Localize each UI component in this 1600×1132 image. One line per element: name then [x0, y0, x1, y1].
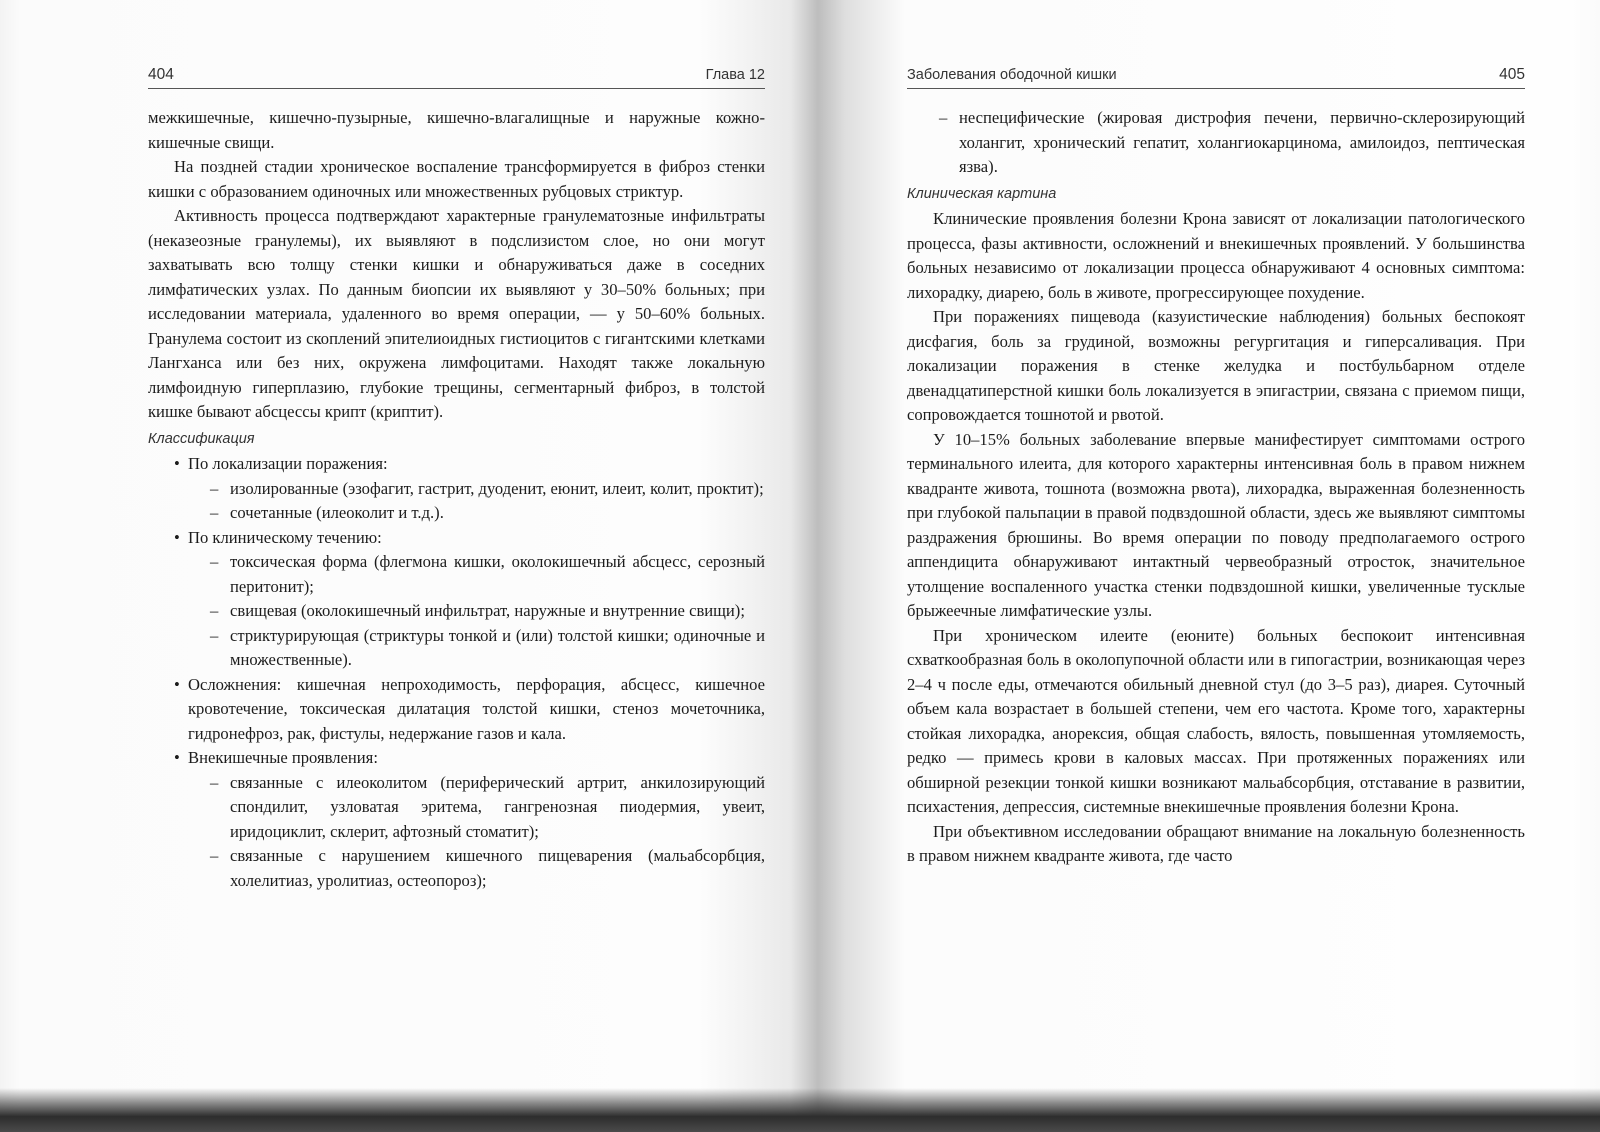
section-title-classification: Классификация — [148, 430, 255, 447]
paragraph: При объективном исследовании обращают внимание на локальную болезненность в правом нижнем квадранте живота, где часто — [907, 821, 1525, 865]
dash-item: – связанные с нарушением кишечного пищеварения (мальабсорбция, холелитиаз, уролитиаз, остеопороз); — [210, 844, 765, 893]
dash-item: – изолированные (эзофагит, гастрит, дуоденит, еюнит, илеит, колит, проктит); — [210, 477, 765, 502]
left-page-body — [148, 106, 765, 893]
left-running-head — [148, 64, 765, 89]
bullet-item — [174, 452, 765, 526]
left-chapter-title: Глава 12 — [705, 67, 765, 83]
bullet-text: Внекишечные проявления: — [188, 748, 378, 767]
right-page-number: 405 — [1499, 66, 1525, 83]
scan-bottom-shadow — [0, 1088, 1600, 1132]
right-page — [907, 0, 1525, 1085]
dash-list — [188, 477, 765, 526]
bullet-text: По клиническому течению: — [188, 527, 382, 547]
dash-list — [188, 550, 765, 673]
dash-item: – токсическая форма (флегмона кишки, околокишечный абсцесс, серозный перитонит); — [210, 550, 765, 599]
right-running-head — [907, 64, 1525, 89]
paragraph: Клинические проявления болезни Крона зависят от локализации патологического процесса, фазы активности, осложнений и внекишечных проявлений. У большинства больных независимо от локализации процесса обнаруживают 4 основных симптома: лихорадку, диарею, боль в животе, прогрессирующее похудение. — [907, 209, 1525, 302]
right-chapter-title: Заболевания ободочной кишки — [907, 67, 1117, 83]
section-title-clinical-picture: Клиническая картина — [907, 185, 1057, 202]
bullet-item — [174, 673, 765, 747]
paragraph: На поздней стадии хроническое воспаление трансформируется в фиброз стенки кишки с образованием одиночных или множественных рубцовых стриктур. — [148, 157, 765, 201]
dash-list — [188, 771, 765, 894]
paragraph: Активность процесса подтверждают характерные гранулематозные инфильтраты (неказеозные гранулемы), их выявляют в подслизистом слое, но они могут захватывать всю толщу стенки кишки и обнаруживаться даже в соседних лимфатических узлах. По данным биопсии их выявляют у 30–50% больных; при исследовании материала, удаленного во время операции, — у 50–60% больных. Гранулема состоит из скоплений эпителиоидных гистиоцитов с гигантскими клетками Лангханса или без них, окружена лимфоцитами. Находят также локальную лимфоидную гиперплазию, глубокие трещины, сегментарный фиброз, в толстой кишке бывают абсцессы крипт (криптит). — [148, 206, 765, 421]
paragraph: При хроническом илеите (еюните) больных беспокоит интенсивная схваткообразная боль в околопупочной области или в гипогастрии, возникающая через 2–4 ч после еды, отмечаются обильный дневной стул (до 3–5 раз), диарея. Суточный объем кала возрастает в большей степени, чем его частота. Кроме того, характерны стойкая лихорадка, анорексия, общая слабость, вялость, повышенная утомляемость, редко — примесь крови в каловых массах. При протяженных поражениях или обширной резекции тонкой кишки возникают мальабсорбция, отставание в развитии, психастения, депрессия, системные внекишечные проявления болезни Крона. — [907, 625, 1525, 816]
dash-item: – сочетанные (илеоколит и т.д.). — [210, 501, 765, 526]
paragraph: межкишечные, кишечно-пузырные, кишечно-влагалищные и наружные кожно-кишечные свищи. — [148, 108, 765, 152]
paragraph: У 10–15% больных заболевание впервые манифестирует симптомами острого терминального илеита, для которого характерны интенсивная боль в правом нижнем квадранте живота, тошнота (возможна рвота), лихорадка, выраженная болезненность при глубокой пальпации в правой подвздошной области, здесь же выявляют симптомы раздражения брюшины. Во время операции по поводу предполагаемого острого аппендицита обнаруживают интактный червеобразный отросток, значительное утолщение воспаленного участка стенки подвздошной кишки, увеличенные тусклые брыжеечные лимфатические узлы. — [907, 429, 1525, 620]
classification-list — [148, 452, 765, 893]
dash-item: – связанные с илеоколитом (периферический артрит, анкилозирующий спондилит, узловатая эритема, гангренозная пиодермия, увеит, иридоциклит, склерит, афтозный стоматит); — [210, 771, 765, 845]
right-page-body — [907, 106, 1525, 869]
bullet-item — [174, 746, 765, 893]
left-page — [148, 0, 765, 1085]
dash-item: – свищевая (околокишечный инфильтрат, наружные и внутренние свищи); — [210, 599, 765, 624]
bullet-text: Осложнения: кишечная непроходимость, перфорация, абсцесс, кишечное кровотечение, токсическая дилатация толстой кишки, стеноз мочеточника, гидронефроз, рак, фистулы, недержание газов и кала. — [188, 674, 765, 743]
left-page-number: 404 — [148, 66, 174, 83]
dash-item: – стриктурирующая (стриктуры тонкой и (или) толстой кишки; одиночные и множественные). — [210, 624, 765, 673]
dash-item: – неспецифические (жировая дистрофия печени, первично-склерозирующий холангит, хронический гепатит, холангиокарцинома, амилоидоз, пептическая язва). — [939, 106, 1525, 180]
dash-list — [907, 106, 1525, 180]
bullet-item — [174, 526, 765, 673]
bullet-text: По локализации поражения: — [188, 454, 388, 473]
paragraph: При поражениях пищевода (казуистические наблюдения) больных беспокоят дисфагия, боль за грудиной, возможны регургитация и гиперсаливация. При локализации поражения в стенке желудка и постбульбарном отделе двенадцатиперстной кишки боль локализуется в эпигастрии, связана с приемом пищи, сопровождается тошнотой и рвотой. — [907, 307, 1525, 424]
